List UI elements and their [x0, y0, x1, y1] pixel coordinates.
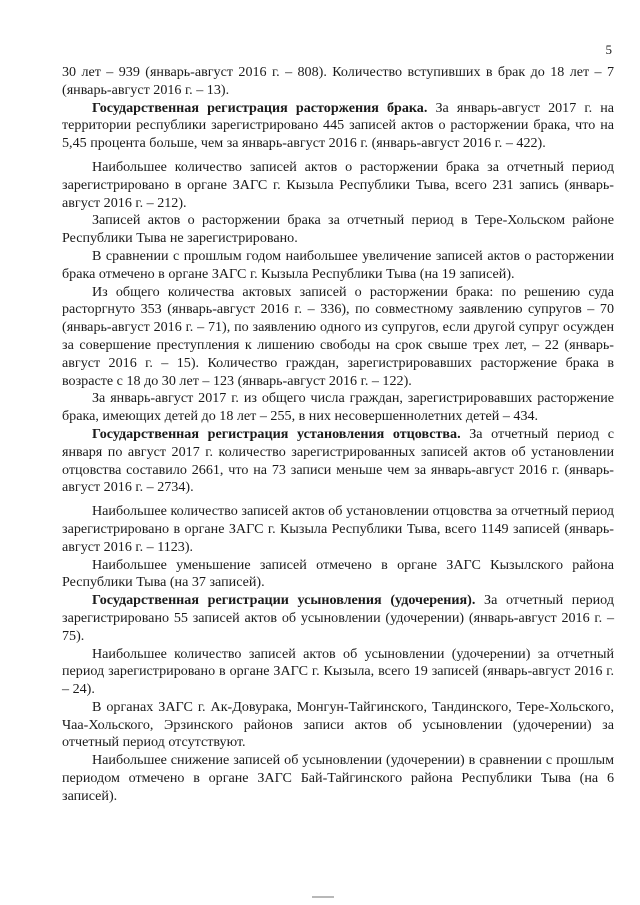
paragraph-text: Наибольшее количество записей актов об установлении отцовства за отчетный период зарегистрировано в органе ЗАГС г. Кызыла Республики Тыва, всего 1149 записей (январь-август 2016 г. – 1123).	[62, 503, 614, 555]
paragraph-text: За отчетный период зарегистрировано 55 записей актов об усыновлении (удочерении) (январь-август 2016 г. – 75).	[62, 592, 614, 644]
paragraph-divorce-increase	[62, 248, 614, 284]
section-heading-divorce: Государственная регистрация расторжения брака.	[92, 99, 428, 116]
paragraph-text: Из общего количества актовых записей о расторжении брака: по решению суда расторгнуто 353 (январь-август 2016 г. – 336), по совместному заявлению супругов – 70 (январь-август 2016 г. – 71), по заявлению одного из супругов, если другой супруг осужден за совершение преступления к лишению свободы на срок свыше трех лет, – 22 (январь-август 2016 г. – 15). Количество граждан, зарегистрировавших расторжение брака в возрасте с 18 до 30 лет – 123 (январь-август 2016 г. – 122).	[62, 283, 614, 389]
paragraph-marriage-under-18	[62, 64, 614, 100]
paragraph-adoption-decrease	[62, 752, 614, 805]
paragraph-text: 30 лет – 939 (январь-август 2016 г. – 808). Количество вступивших в брак до 18 лет – 7 (январь-август 2016 г. – 13).	[62, 64, 614, 98]
section-heading-paternity: Государственная регистрация установления отцовства.	[92, 425, 461, 442]
paragraph-text: Записей актов о расторжении брака за отчетный период в Тере-Хольском районе Республики Тыва не зарегистрировано.	[62, 212, 614, 247]
paragraph-text: В органах ЗАГС г. Ак-Довурака, Монгун-Тайгинского, Тандинского, Тере-Хольского, Чаа-Хольского, Эрзинского районов записи актов об усыновлении (удочерении) за отчетный период отсутствуют.	[62, 698, 614, 751]
paragraph-divorce-children	[62, 390, 614, 426]
paragraph-divorce-tere-khol	[62, 212, 614, 248]
paragraph-adoption-kyzyl	[62, 646, 614, 699]
paragraph-paternity-decrease	[62, 557, 614, 593]
paragraph-divorce-breakdown	[62, 284, 614, 391]
paragraph-adoption-absent	[62, 699, 614, 752]
paragraph-adoption-registration	[62, 592, 614, 645]
paragraph-paternity-kyzyl	[62, 503, 614, 556]
paragraph-divorce-registration	[62, 100, 614, 153]
paragraph-text: Наибольшее количество записей актов о расторжении брака за отчетный период зарегистрировано в органе ЗАГС г. Кызыла Республики Тыва, всего 231 запись (январь-август 2016 г. – 212).	[62, 158, 614, 211]
paragraph-text: Наибольшее количество записей актов об усыновлении (удочерении) за отчетный период зарегистрировано в органе ЗАГС г. Кызыла, всего 19 записей (январь-август 2016 г. – 24).	[62, 645, 614, 698]
page-number: 5	[605, 42, 612, 57]
paragraph-text: В сравнении с прошлым годом наибольшее увеличение записей актов о расторжении брака отмечено в органе ЗАГС г. Кызыла Республики Тыва (на 19 записей).	[62, 247, 614, 282]
paragraph-text: За январь-август 2017 г. из общего числа граждан, зарегистрировавших расторжение брака, имеющих детей до 18 лет – 255, в них несовершеннолетних детей – 434.	[62, 390, 614, 425]
paragraph-paternity-registration	[62, 426, 614, 497]
scan-artifact	[312, 896, 334, 898]
document-body	[62, 64, 614, 806]
section-heading-adoption: Государственная регистрации усыновления (удочерения).	[92, 592, 476, 609]
paragraph-text: Наибольшее снижение записей об усыновлении (удочерении) в сравнении с прошлым периодом отмечено в органе ЗАГС Бай-Тайгинского района Республики Тыва (на 6 записей).	[62, 752, 614, 804]
paragraph-text: За январь-август 2017 г. на территории республики зарегистрировано 445 записей актов о расторжении брака, что на 5,45 процента больше, чем за январь-август 2016 г. (январь-август 2016 г. – 422).	[62, 99, 615, 152]
paragraph-text: За отчетный период с января по август 2017 г. количество зарегистрированных записей актов об установлении отцовства составило 2661, что на 73 записи меньше чем за январь-август 2016 г. (январь-август 2016 г. – 2734).	[62, 425, 614, 496]
paragraph-text: Наибольшее уменьшение записей отмечено в органе ЗАГС Кызылского района Республики Тыва (на 37 записей).	[62, 556, 614, 591]
paragraph-divorce-kyzyl	[62, 159, 614, 212]
